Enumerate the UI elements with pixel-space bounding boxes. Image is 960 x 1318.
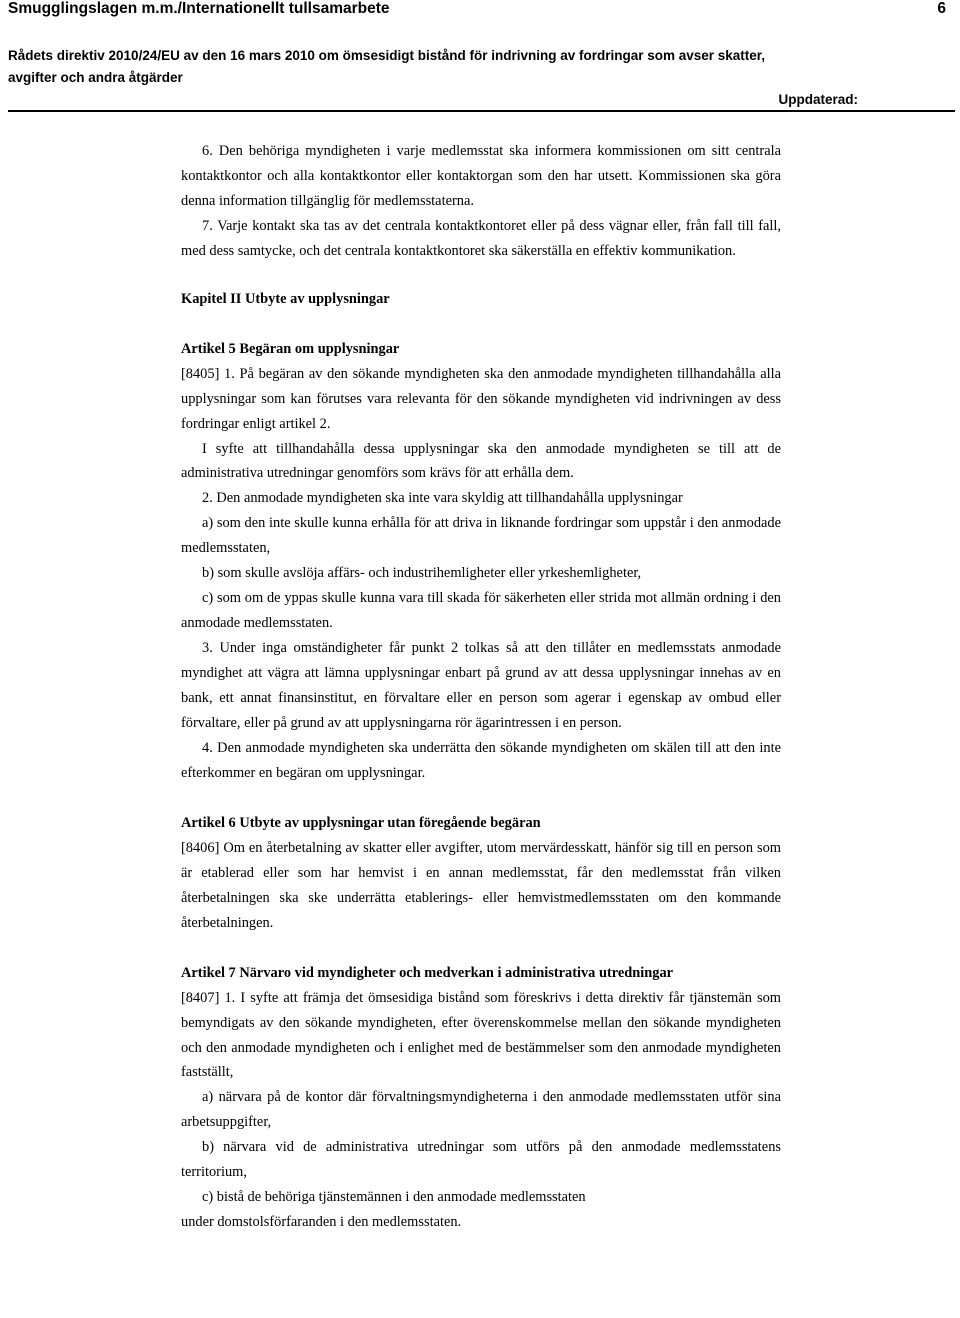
article-5-heading — [181, 337, 781, 362]
article-5-paragraph-1: [8405] 1. På begäran av den sökande myndigheten ska den anmodade myndigheten tillhandahålla alla upplysningar som kan förutses vara relevanta för den sökande myndigheten vid indrivningen av dess fordringar enligt artikel 2. — [181, 365, 781, 432]
article-7-paragraph-1: [8407] 1. I syfte att främja det ömsesidiga bistånd som föreskrivs i detta direktiv får tjänstemän som bemyndigats av den sökande myndigheten, efter överenskommelse mellan den sökande myndigheten och den anmodade myndigheten och i enlighet med de bestämmelser som den anmodade myndigheten fastställt, — [181, 989, 781, 1081]
article-7-item-b: b) närvara vid de administrativa utredningar som utförs på den anmodade medlemsstatens territorium, — [181, 1139, 781, 1181]
paragraph-7: 7. Varje kontakt ska tas av det centrala kontaktkontoret eller på dess vägnar eller, från fall till fall, med dess samtycke, och det centrala kontaktkontoret ska säkerställa en effektiv kommunikation. — [181, 217, 781, 259]
article-6-paragraph: [8406] Om en återbetalning av skatter eller avgifter, utom mervärdesskatt, hänför sig till en person som är etablerad eller som har hemvist i en annan medlemsstat, får den medlemsstat från vilken återbetalningen ska ske underrätta etablerings- eller hemvistmedlemsstaten om den kommande återbetalningen. — [181, 839, 781, 931]
header-divider — [8, 110, 955, 112]
article-7-item-a: a) närvara på de kontor där förvaltningsmyndigheterna i den anmodade medlemsstaten utför sina arbetsuppgifter, — [181, 1089, 781, 1131]
document-subtitle — [8, 45, 952, 89]
article-5-item-c: c) som om de yppas skulle kunna vara till skada för säkerheten eller strida mot allmän ordning i den anmodade medlemsstaten. — [181, 590, 781, 632]
page-number: 6 — [937, 0, 946, 17]
article-5-paragraph-4: 4. Den anmodade myndigheten ska underrätta den sökande myndigheten om skälen till att den inte efterkommer en begäran om upplysningar. — [181, 739, 781, 781]
article-7-heading-text: Artikel 7 Närvaro vid myndigheter och medverkan i administrativa utredningar — [181, 964, 674, 981]
document-subtitle-line1: Rådets direktiv 2010/24/EU av den 16 mars 2010 om ömsesidigt bistånd för indrivning av fordringar som avser skatter, — [8, 48, 766, 63]
chapter-heading-text: Kapitel II Utbyte av upplysningar — [181, 290, 390, 307]
updated-label: Uppdaterad: — [778, 92, 858, 107]
document-body — [181, 139, 781, 1235]
article-5-paragraph-3: 3. Under inga omständigheter får punkt 2 tolkas så att den tillåter en medlemsstats anmodade myndighet att vägra att lämna upplysningar enbart på grund av att dessa upplysningar innehas av en bank, ett annat finansinstitut, en förvaltare eller en person som agerar i egenskap av ombud eller förvaltare, eller på grund av att upplysningarna rör ägarintressen i en person. — [181, 640, 781, 732]
article-5-paragraph-2: 2. Den anmodade myndigheten ska inte vara skyldig att tillhandahålla upplysningar — [202, 490, 683, 507]
document-header-title: Smugglingslagen m.m./Internationellt tullsamarbete — [8, 0, 390, 17]
article-6-heading — [181, 811, 781, 836]
chapter-heading — [181, 287, 781, 312]
article-7-item-c-line1: c) bistå de behöriga tjänstemännen i den anmodade medlemsstaten — [202, 1189, 586, 1206]
article-5-item-a: a) som den inte skulle kunna erhålla för att driva in liknande fordringar som uppstår i den anmodade medlemsstaten, — [181, 515, 781, 557]
article-5-paragraph-1b: I syfte att tillhandahålla dessa upplysningar ska den anmodade myndigheten se till att de administrativa utredningar genomförs som krävs för att erhålla dem. — [181, 440, 781, 482]
paragraph-6: 6. Den behöriga myndigheten i varje medlemsstat ska informera kommissionen om sitt centrala kontaktkontor och alla kontaktkontor eller kontaktorgan som den har utsett. Kommissionen ska göra denna information tillgänglig för medlemsstaterna. — [181, 143, 781, 209]
document-subtitle-line2: avgifter och andra åtgärder — [8, 70, 183, 85]
article-5-heading-text: Artikel 5 Begäran om upplysningar — [181, 340, 400, 357]
article-6-heading-text: Artikel 6 Utbyte av upplysningar utan föregående begäran — [181, 814, 541, 831]
article-7-item-c-line2: under domstolsförfaranden i den medlemsstaten. — [181, 1214, 462, 1231]
article-5-item-b: b) som skulle avslöja affärs- och industrihemligheter eller yrkeshemligheter, — [202, 565, 642, 582]
article-7-heading — [181, 961, 781, 986]
